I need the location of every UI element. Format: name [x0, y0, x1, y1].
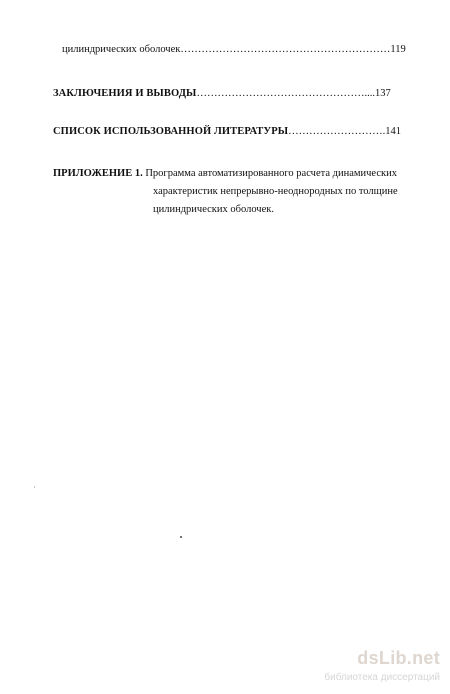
toc-entry-title: ЗАКЛЮЧЕНИЯ И ВЫВОДЫ: [53, 88, 197, 99]
toc-entry-conclusions: [53, 89, 391, 100]
page-dot-mark: [180, 536, 182, 538]
toc-entry-leader: ……………………………………………………: [180, 44, 391, 55]
toc-entry-cylindrical-shells: [62, 45, 406, 56]
toc-entry-page: 141: [385, 126, 401, 137]
watermark-logo: dsLib.net: [357, 648, 440, 668]
toc-entry-title: цилиндрических оболочек: [62, 44, 181, 55]
toc-entry-page: 137: [374, 88, 391, 99]
appendix-description-line-1: Программа автоматизированного расчета динамических: [145, 168, 397, 179]
watermark: [310, 648, 440, 686]
toc-entry-references: [53, 127, 401, 138]
watermark-tagline: библиотека диссертаций: [324, 672, 440, 683]
scan-speck: [34, 486, 35, 488]
toc-entry-leader: …………………………………………....: [196, 88, 375, 99]
appendix-description-line-2: характеристик непрерывно-неоднородных по толщине: [153, 186, 398, 197]
appendix-label: ПРИЛОЖЕНИЕ 1.: [53, 168, 143, 179]
toc-entry-title: СПИСОК ИСПОЛЬЗОВАННОЙ ЛИТЕРАТУРЫ: [53, 126, 289, 137]
toc-entry-page: 119: [390, 44, 406, 55]
appendix-entry: [53, 165, 419, 219]
toc-entry-leader: ……………………….: [288, 126, 386, 137]
appendix-description-line-3: цилиндрических оболочек.: [153, 204, 274, 215]
